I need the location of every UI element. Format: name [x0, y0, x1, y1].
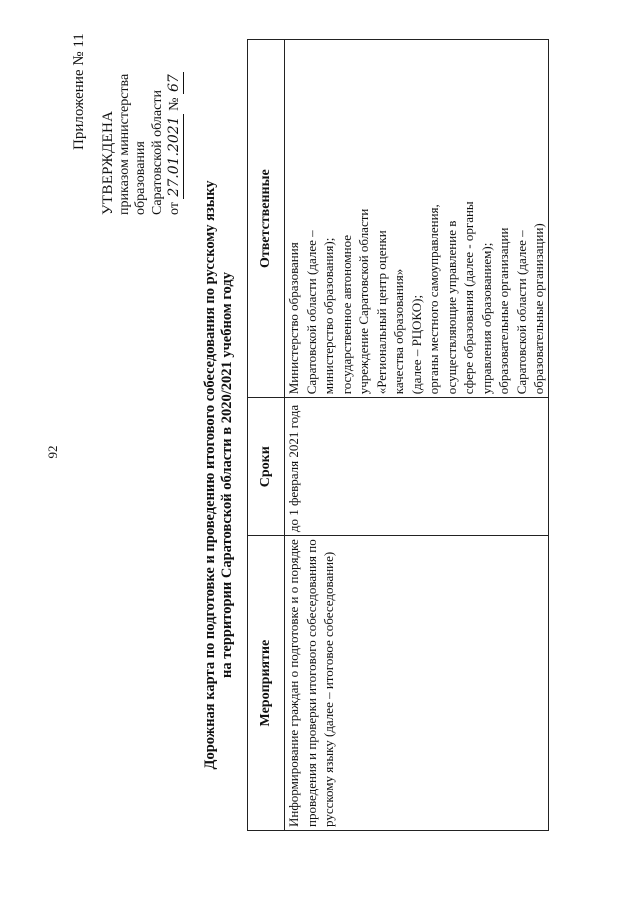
date-prefix: от — [167, 202, 182, 215]
document-title-line: на территории Саратовской области в 2020/2021 учебном году — [219, 272, 235, 678]
cell-text: Саратовской области (далее – — [303, 230, 319, 395]
cell-text: Саратовской области (далее – — [513, 230, 529, 395]
cell-text: органы местного самоуправления, — [426, 204, 441, 395]
roadmap-table — [247, 39, 549, 831]
page-number: 92 — [45, 445, 60, 459]
approval-title: УТВЕРЖДЕНА — [100, 110, 116, 215]
approval-line: приказом министерства — [116, 73, 132, 215]
approval-block — [100, 72, 184, 215]
cell-text: сфере образования (далее - органы — [461, 201, 476, 395]
cell-deadline — [285, 398, 549, 536]
cell-text: учреждение Саратовской области — [356, 208, 371, 395]
approval-date-line — [166, 72, 184, 215]
cell-text: осуществляющие управление в — [443, 220, 459, 395]
cell-responsible — [285, 40, 549, 398]
document-title — [202, 145, 236, 805]
table-row — [285, 40, 549, 831]
cell-text: русскому языку (далее – итоговое собеседование) — [321, 551, 336, 827]
header-deadline: Сроки — [248, 398, 285, 536]
cell-text: Министерство образования — [286, 242, 301, 395]
cell-text: образовательные организации — [496, 227, 511, 395]
document-title-line: Дорожная карта по подготовке и проведению итогового собеседования по русскому языку — [202, 180, 218, 770]
header-responsible: Ответственные — [248, 40, 285, 398]
cell-text: качества образования» — [391, 268, 406, 395]
cell-text: образовательные организации) — [531, 223, 546, 395]
approval-date: 27.01.2021 — [166, 116, 182, 197]
cell-text: проведения и проверки итогового собеседования по — [303, 539, 319, 827]
cell-text: Информирование граждан о подготовке и о порядке — [286, 539, 301, 827]
approval-number: 67 — [166, 74, 182, 93]
cell-text: управления образованием); — [478, 242, 494, 395]
cell-text: (далее – РЦОКО); — [408, 294, 424, 395]
cell-event — [285, 536, 549, 831]
approval-line: образования — [133, 141, 148, 215]
approval-line: Саратовской области — [149, 90, 165, 215]
cell-text: министерство образования); — [321, 237, 336, 395]
appendix-label: Приложение № 11 — [71, 33, 87, 150]
cell-text: государственное автономное — [338, 234, 354, 395]
cell-text: «Региональный центр оценки — [373, 230, 389, 395]
table-header-row — [248, 40, 285, 831]
cell-text: до 1 февраля 2021 года — [286, 404, 301, 533]
number-prefix: № — [167, 97, 182, 111]
header-event: Мероприятие — [248, 536, 285, 831]
